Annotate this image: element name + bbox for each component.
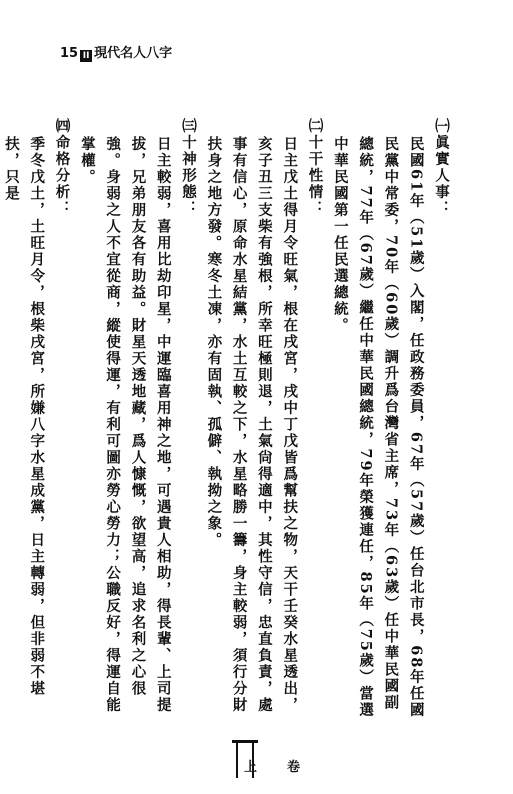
section-paragraph-3: 日主較弱，喜用比劫印星，中運臨喜用神之地，可遇貴人相助，得長輩、上司提拔，兄弟朋友各有助益。財星天透地藏，爲人慷慨，欲望高，追求名利之心很強。身弱之人不宜從商，縱使得運，有利可圖亦勞心勞力；公職反好，得運自能掌權。 — [78, 136, 172, 714]
section-heading-2: ㈡十干性情： — [306, 118, 324, 217]
volume-label: 上卷 — [244, 760, 331, 775]
body-text — [2, 100, 454, 720]
section-paragraph-2: 日主戊土得月令旺氣，根在戌宮，戌中丁戊皆爲幫扶之物，天干壬癸水星透出，亥子丑三支柴有強根，所幸旺極則退，土氣尙得適中，其性守信，忠直負責，處事有信心，原命水星結黨，水土互較之下，水星略勝一籌，身主較弱，須行分財扶身之地方發。寒冬土凍，亦有固執、孤僻、執拗之象。 — [205, 136, 299, 714]
section-heading-4: ㈣命格分析： — [53, 118, 71, 217]
section-paragraph-1: 民國61年（51歲）入閣，任政務委員，67年（57歲）任台北市長，68年任國民黨中常委，70年（60歲）調升爲台灣省主席，73年（63歲）任中華民國副總統，77年（67歲）繼任中華民國總統，79年榮獲連任，85年（75歲）當選中華民國第一任民選總統。 — [331, 136, 425, 719]
series-mark: II — [80, 50, 92, 62]
page-header — [60, 42, 172, 62]
section-heading-3: ㈢十神形態： — [180, 118, 198, 217]
page-number: 15 — [60, 46, 79, 61]
section-heading-1: ㈠眞實人事： — [433, 118, 450, 217]
section-paragraph-4: 季冬戊土，土旺月令，根柴戌宮，所嫌八字水星成黨，日主轉弱，但非弱不堪扶，只是 — [2, 136, 46, 697]
book-title: 現代名人八字 — [94, 46, 173, 61]
